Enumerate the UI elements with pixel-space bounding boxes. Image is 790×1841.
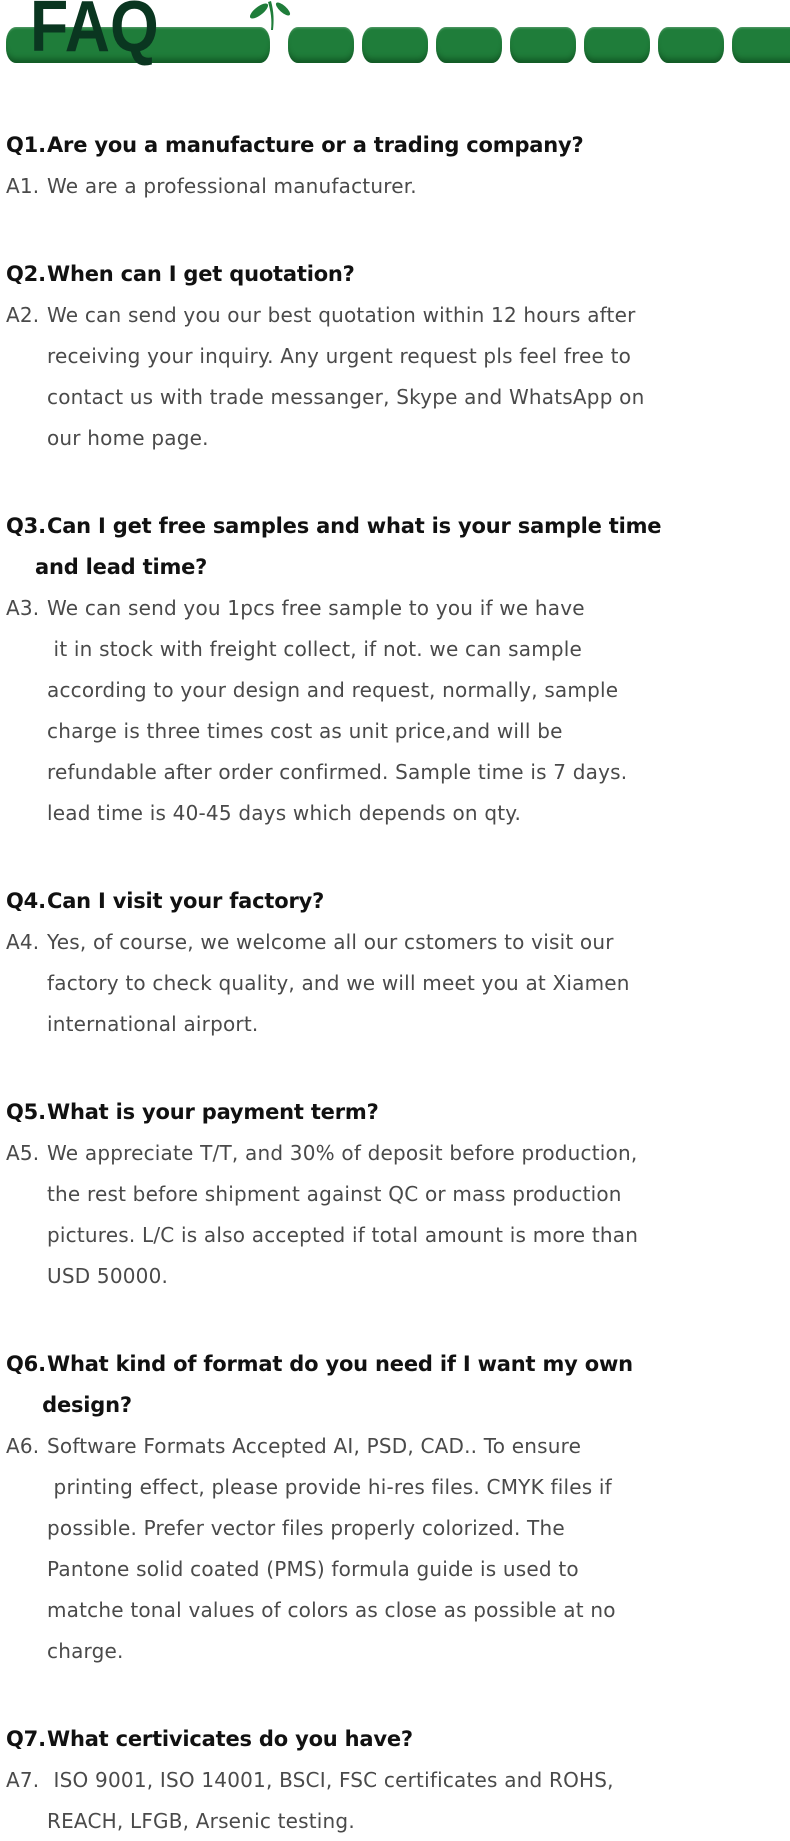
answer-number: A2. [6,303,40,327]
faq-question [6,125,784,166]
question-text: Can I get free samples and what is your sample time [47,514,662,538]
answer-line [6,1174,784,1215]
answer-text: We can send you our best quotation within 12 hours after [47,303,636,327]
bamboo-segment [732,27,790,63]
answer-text: printing effect, please provide hi-res files. CMYK files if [47,1475,612,1499]
faq-item [6,254,784,459]
faq-answer [6,1133,784,1297]
answer-text: receiving your inquiry. Any urgent request pls feel free to [47,344,632,368]
question-text: design? [35,1393,132,1417]
faq-question [6,881,784,922]
answer-line [6,1215,784,1256]
answer-line [6,1631,784,1672]
question-line [6,506,784,547]
faq-header [0,0,790,67]
answer-line [6,1133,784,1174]
question-number: Q5. [6,1100,46,1124]
answer-line [6,793,784,834]
faq-answer [6,588,784,834]
faq-question [6,506,784,588]
answer-line [6,377,784,418]
question-number: Q1. [6,133,46,157]
question-line [6,1385,784,1426]
answer-text: factory to check quality, and we will meet you at Xiamen [47,971,630,995]
question-line [6,1092,784,1133]
faq-answer [6,166,784,207]
faq-answer [6,922,784,1045]
answer-text: Yes, of course, we welcome all our cstomers to visit our [47,930,614,954]
answer-line [6,1004,784,1045]
answer-number: A1. [6,174,40,198]
question-line [6,125,784,166]
answer-line [6,1801,784,1841]
answer-line [6,166,784,207]
answer-line [6,963,784,1004]
answer-line [6,752,784,793]
answer-text: possible. Prefer vector files properly colorized. The [47,1516,565,1540]
answer-line [6,336,784,377]
faq-item [6,125,784,207]
answer-number: A3. [6,596,40,620]
bamboo-segment [584,27,650,63]
faq-answer [6,295,784,459]
answer-line [6,922,784,963]
bamboo-segment [288,27,354,63]
question-line [6,881,784,922]
answer-number: A7. [6,1768,40,1792]
answer-line [6,1467,784,1508]
answer-text: charge is three times cost as unit price,and will be [47,719,563,743]
question-line [6,1344,784,1385]
bamboo-segment [362,27,428,63]
answer-text: lead time is 40-45 days which depends on qty. [47,801,521,825]
answer-text: it in stock with freight collect, if not. we can sample [47,637,583,661]
question-text: Are you a manufacture or a trading company? [47,133,584,157]
faq-question [6,254,784,295]
answer-line [6,629,784,670]
faq-answer [6,1426,784,1672]
answer-text: pictures. L/C is also accepted if total amount is more than [47,1223,639,1247]
answer-line [6,1426,784,1467]
faq-item [6,1092,784,1297]
answer-text: the rest before shipment against QC or mass production [47,1182,622,1206]
answer-text: matche tonal values of colors as close as possible at no [47,1598,616,1622]
answer-text: charge. [47,1639,124,1663]
faq-item [6,881,784,1045]
faq-question [6,1719,784,1760]
faq-question [6,1344,784,1426]
answer-text: international airport. [47,1012,259,1036]
question-number: Q7. [6,1727,46,1751]
answer-line [6,588,784,629]
answer-line [6,1256,784,1297]
question-text: When can I get quotation? [47,262,355,286]
answer-text: We appreciate T/T, and 30% of deposit before production, [47,1141,638,1165]
answer-line [6,1760,784,1801]
question-line [6,254,784,295]
answer-text: according to your design and request, normally, sample [47,678,619,702]
question-line [6,547,784,588]
answer-text: contact us with trade messanger, Skype and WhatsApp on [47,385,645,409]
answer-number: A5. [6,1141,40,1165]
question-number: Q4. [6,889,46,913]
question-text: What kind of format do you need if I want my own [47,1352,633,1376]
faq-question [6,1092,784,1133]
answer-line [6,1508,784,1549]
answer-text: REACH, LFGB, Arsenic testing. [47,1809,355,1833]
answer-text: USD 50000. [47,1264,169,1288]
answer-text: Software Formats Accepted AI, PSD, CAD.. To ensure [47,1434,582,1458]
faq-item [6,506,784,834]
page-title: FAQ [30,0,159,67]
faq-list [0,125,790,1841]
answer-line [6,711,784,752]
question-text: and lead time? [35,555,208,579]
faq-answer [6,1760,784,1841]
answer-text: our home page. [47,426,209,450]
bamboo-segment [510,27,576,63]
question-text: What certivicates do you have? [47,1727,413,1751]
answer-number: A4. [6,930,40,954]
answer-text: refundable after order confirmed. Sample time is 7 days. [47,760,628,784]
question-number: Q2. [6,262,46,286]
question-number: Q6. [6,1352,46,1376]
faq-item [6,1719,784,1841]
bamboo-sprout-icon [250,0,296,30]
answer-text: We are a professional manufacturer. [47,174,417,198]
answer-line [6,1549,784,1590]
bamboo-segment [658,27,724,63]
answer-line [6,418,784,459]
answer-text: ISO 9001, ISO 14001, BSCI, FSC certificates and ROHS, [47,1768,614,1792]
faq-item [6,1344,784,1672]
answer-text: We can send you 1pcs free sample to you if we have [47,596,585,620]
answer-text: Pantone solid coated (PMS) formula guide is used to [47,1557,579,1581]
question-number: Q3. [6,514,46,538]
answer-line [6,295,784,336]
answer-line [6,670,784,711]
bamboo-segment [436,27,502,63]
question-text: Can I visit your factory? [47,889,325,913]
answer-number: A6. [6,1434,40,1458]
question-line [6,1719,784,1760]
answer-line [6,1590,784,1631]
question-text: What is your payment term? [47,1100,379,1124]
